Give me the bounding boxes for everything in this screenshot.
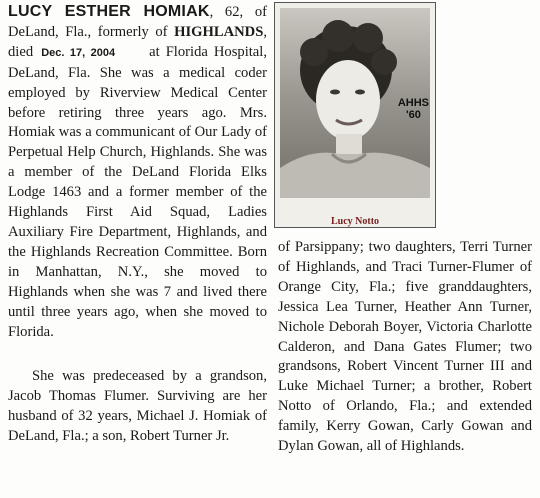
photo-caption: Lucy Notto <box>330 216 380 227</box>
deceased-name: LUCY ESTHER HOMIAK <box>8 3 210 20</box>
obituary-column-right <box>278 238 532 457</box>
died-text: , died <box>8 23 267 60</box>
obituary-column-left <box>8 2 267 447</box>
portrait-photo-frame <box>274 2 436 228</box>
biography-text: at Florida Hospital, DeLand, Fla. She was a medical coder employed by Riverview Medical Center before retiring three years ago. Mrs. Homiak was a communicant of Our Lady of Perpetual Help Church, Highlands. She was a member of the DeLand Florida Elks Lodge 1463 and a former member of the Highlands First Aid Squad, Ladies Auxiliary Fire Department, Highlands, and the Highlands Recreation Committee. Born in Manhattan, N.Y., she moved to Highlands when she was 7 and lived there until three years ago, when she moved to Florida. <box>8 43 267 340</box>
residence-text: of DeLand, Fla., formerly of <box>8 4 267 40</box>
survivors-continued: of Parsippany; two daughters, Terri Turner of Highlands, and Traci Turner-Flumer of Orange City, Fla.; five granddaughters, Jessica Lea Turner, Heather Ann Turner, Nichole Deborah Boyer, Victoria Charlotte Calderon, and Dana Gates Flumer; two grandsons, Robert Vincent Turner III and Luke Michael Turner; a brother, Robert Notto of Orlando, Fla.; and extended family, Kerry Gowan, Carly Gowan and Dylan Gowan, all of Highlands. <box>278 239 532 455</box>
town-name: HIGHLANDS <box>174 23 264 40</box>
badge-year: '60 <box>405 109 421 121</box>
survivors-paragraph <box>8 367 267 447</box>
obituary-paragraph-1 <box>8 2 267 342</box>
badge-school: AHHS <box>397 97 429 109</box>
survivors-text: She was predeceased by a grandson, Jacob Thomas Flumer. Surviving are her husband of 32 years, Michael J. Homiak of DeLand, Fla.; a son, Robert Turner Jr. <box>8 368 267 445</box>
death-date: Dec. 17, 2004 <box>41 46 116 59</box>
age: , 62, <box>209 4 244 20</box>
class-badge <box>398 97 429 121</box>
